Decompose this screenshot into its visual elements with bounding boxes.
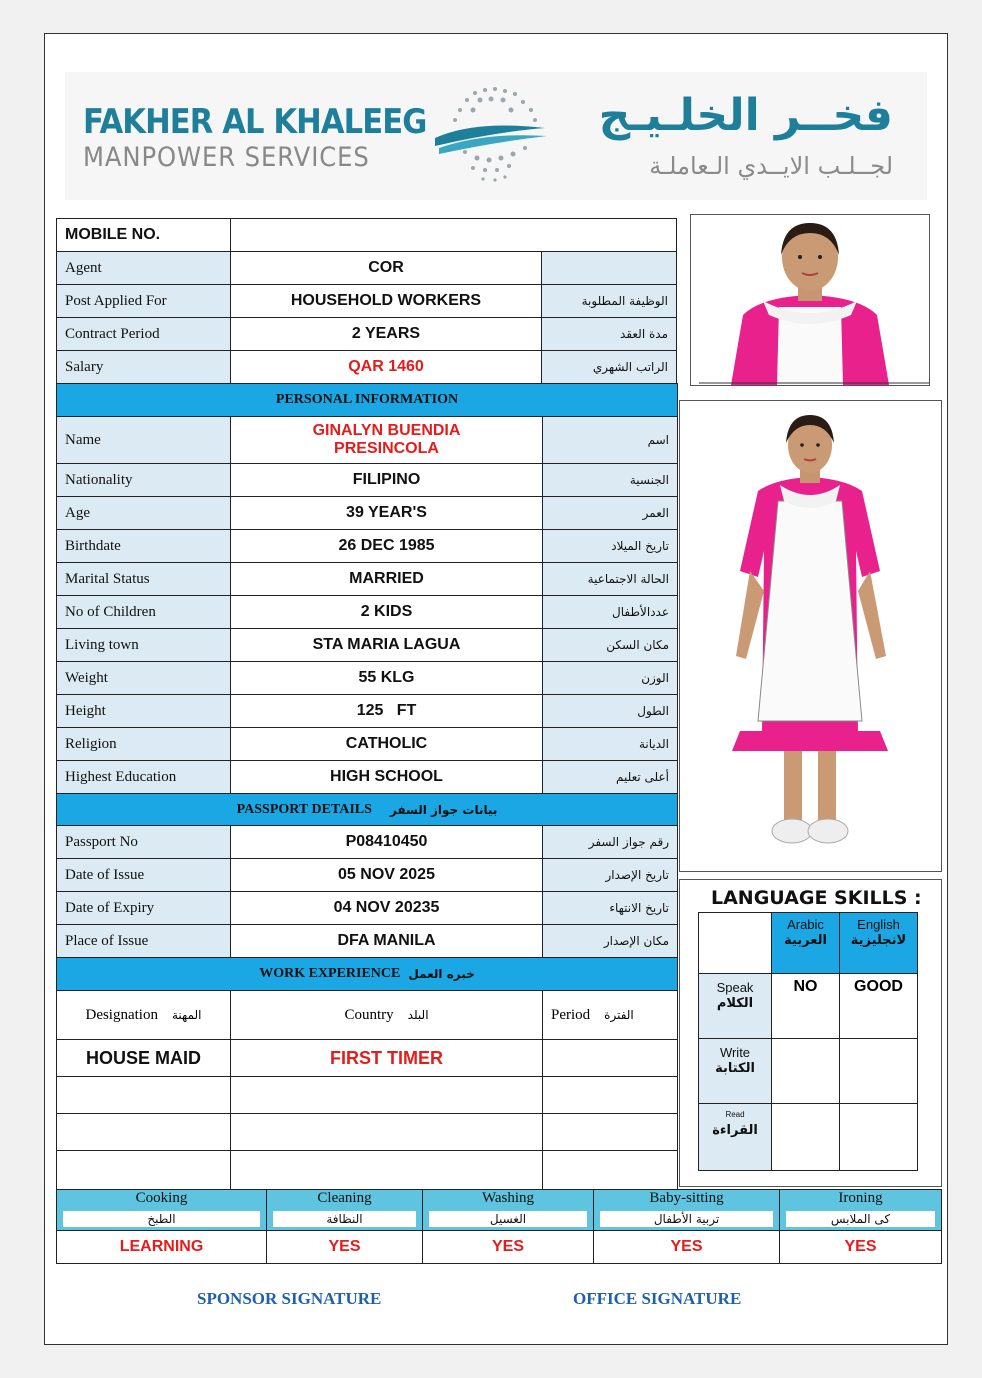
contract-arabic: مدة العقد (541, 317, 677, 351)
agent-arabic (541, 251, 677, 285)
nationality-arabic: الجنسية (542, 463, 678, 497)
salary-label: Salary (56, 350, 231, 384)
work-empty-cell (542, 1113, 678, 1151)
write-arabic-value (771, 1038, 840, 1104)
work-empty-cell (230, 1076, 543, 1114)
work-section-header (56, 957, 678, 991)
religion-label: Religion (56, 727, 231, 761)
nationality-value: FILIPINO (230, 463, 543, 497)
company-name-en-line2: MANPOWER SERVICES (83, 142, 370, 173)
skill-header-washing: Washing الغسيل (422, 1189, 594, 1231)
passport-section-title: PASSPORT DETAILS (236, 801, 372, 817)
company-name-ar-line2: لجــلـب الايــدي الـعاملـة (649, 152, 893, 180)
age-arabic: العمر (542, 496, 678, 530)
language-corner-cell (698, 912, 772, 974)
living-town-label: Living town (56, 628, 231, 662)
contract-label: Contract Period (56, 317, 231, 351)
skill-header-babysitting: Baby-sitting تربية الأطفال (593, 1189, 780, 1231)
name-value: GINALYN BUENDIA PRESINCOLA (230, 416, 543, 464)
designation-header: Designation المهنة (56, 990, 231, 1040)
religion-arabic: الديانة (542, 727, 678, 761)
read-label: Read القراءة (698, 1103, 772, 1171)
work-empty-cell (542, 1150, 678, 1190)
work-empty-cell (56, 1150, 231, 1190)
english-column-header: English لانجليزية (839, 912, 918, 974)
mobile-value (230, 218, 677, 252)
portrait-figure-icon (691, 215, 929, 385)
expiry-date-value: 04 NOV 20235 (230, 891, 543, 925)
marital-label: Marital Status (56, 562, 231, 596)
contract-value: 2 YEARS (230, 317, 542, 351)
header-banner (65, 72, 927, 200)
post-label: Post Applied For (56, 284, 231, 318)
passport-section-header (56, 793, 678, 826)
work-section-title-ar: خبره العمل (408, 967, 475, 981)
office-signature-label: OFFICE SIGNATURE (573, 1289, 742, 1308)
education-label: Highest Education (56, 760, 231, 794)
work-empty-cell (56, 1076, 231, 1114)
weight-label: Weight (56, 661, 231, 695)
write-english-value (839, 1038, 918, 1104)
work-section-title: WORK EXPERIENCE (259, 966, 401, 981)
weight-value: 55 KLG (230, 661, 543, 695)
salary-value: QAR 1460 (230, 350, 542, 384)
issue-date-label: Date of Issue (56, 858, 231, 892)
portrait-photo (690, 214, 930, 386)
passport-no-label: Passport No (56, 825, 231, 859)
country-header: Country البلد (230, 990, 543, 1040)
birthdate-value: 26 DEC 1985 (230, 529, 543, 563)
salary-arabic: الراتب الشهري (541, 350, 677, 384)
children-arabic: عددالأطفال (542, 595, 678, 629)
birthdate-label: Birthdate (56, 529, 231, 563)
work-empty-cell (542, 1076, 678, 1114)
issue-date-value: 05 NOV 2025 (230, 858, 543, 892)
personal-section-title: PERSONAL INFORMATION (275, 392, 459, 407)
language-title: LANGUAGE SKILLS : (711, 887, 922, 909)
read-arabic-value (771, 1103, 840, 1171)
company-name-en-line1: FAKHER AL KHALEEG (83, 102, 427, 142)
age-label: Age (56, 496, 231, 530)
nationality-label: Nationality (56, 463, 231, 497)
work-period-1 (542, 1039, 678, 1077)
passport-no-value: P08410450 (230, 825, 543, 859)
skill-value-washing: YES (422, 1230, 594, 1264)
skill-value-cleaning: YES (266, 1230, 423, 1264)
full-body-photo (679, 400, 942, 872)
agent-label: Agent (56, 251, 231, 285)
speak-label: Speak الكلام (698, 973, 772, 1039)
speak-arabic-value: NO (771, 973, 840, 1039)
sponsor-signature-label: SPONSOR SIGNATURE (197, 1289, 382, 1308)
living-town-arabic: مكان السكن (542, 628, 678, 662)
age-value: 39 YEAR'S (230, 496, 543, 530)
mobile-label: MOBILE NO. (56, 218, 231, 252)
personal-section-header (56, 383, 678, 417)
name-arabic: اسم (542, 416, 678, 464)
speak-english-value: GOOD (839, 973, 918, 1039)
expiry-date-arabic: تاريخ الانتهاء (542, 891, 678, 925)
height-label: Height (56, 694, 231, 728)
skill-value-ironing: YES (779, 1230, 942, 1264)
cv-page (44, 33, 948, 1345)
height-value: 125 FT (230, 694, 543, 728)
skill-value-babysitting: YES (593, 1230, 780, 1264)
marital-arabic: الحالة الاجتماعية (542, 562, 678, 596)
education-value: HIGH SCHOOL (230, 760, 543, 794)
company-name-ar-line1: فخــر الخلـيـج (598, 90, 893, 141)
work-country-1: FIRST TIMER (230, 1039, 543, 1077)
read-english-value (839, 1103, 918, 1171)
arabic-column-header: Arabic العربية (771, 912, 840, 974)
passport-section-title-ar: بيانات جواز السفر (389, 802, 498, 817)
post-arabic: الوظيفة المطلوبة (541, 284, 677, 318)
agent-value: COR (230, 251, 542, 285)
children-label: No of Children (56, 595, 231, 629)
work-designation-1: HOUSE MAID (56, 1039, 231, 1077)
place-issue-label: Place of Issue (56, 924, 231, 958)
weight-arabic: الوزن (542, 661, 678, 695)
write-label: Write الكتابة (698, 1038, 772, 1104)
education-arabic: أعلى تعليم (542, 760, 678, 794)
logo-globe-icon (425, 80, 555, 190)
issue-date-arabic: تاريخ الإصدار (542, 858, 678, 892)
place-issue-value: DFA MANILA (230, 924, 543, 958)
marital-value: MARRIED (230, 562, 543, 596)
skill-header-cleaning: Cleaning النظافة (266, 1189, 423, 1231)
living-town-value: STA MARIA LAGUA (230, 628, 543, 662)
height-arabic: الطول (542, 694, 678, 728)
skill-header-ironing: Ironing كى الملابس (779, 1189, 942, 1231)
place-issue-arabic: مكان الإصدار (542, 924, 678, 958)
children-value: 2 KIDS (230, 595, 543, 629)
work-empty-cell (230, 1150, 543, 1190)
full-body-figure-icon (680, 401, 941, 871)
name-label: Name (56, 416, 231, 464)
religion-value: CATHOLIC (230, 727, 543, 761)
post-value: HOUSEHOLD WORKERS (230, 284, 542, 318)
birthdate-arabic: تاريخ الميلاد (542, 529, 678, 563)
work-empty-cell (230, 1113, 543, 1151)
passport-no-arabic: رقم جواز السفر (542, 825, 678, 859)
skill-value-cooking: LEARNING (56, 1230, 267, 1264)
expiry-date-label: Date of Expiry (56, 891, 231, 925)
work-empty-cell (56, 1113, 231, 1151)
skill-header-cooking: Cooking الطبخ (56, 1189, 267, 1231)
period-header: Period الفترة (542, 990, 678, 1040)
